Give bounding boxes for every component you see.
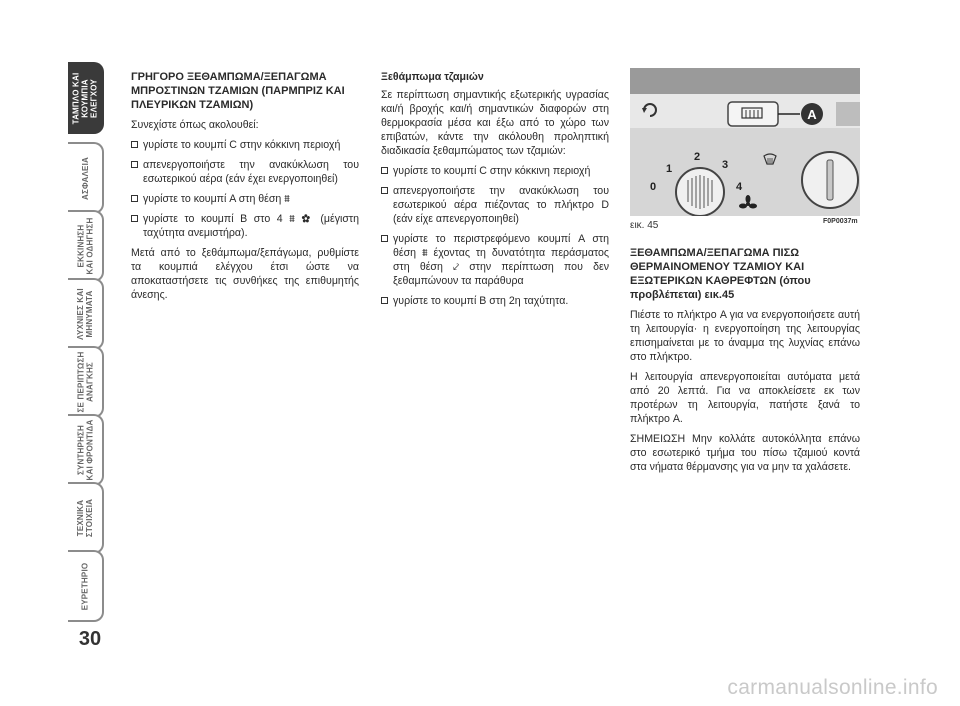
tab-label: ΕΥΡΕΤΗΡΙΟ [80,562,90,610]
tab-label: ΣΥΝΤΗΡΗΣΗ ΚΑΙ ΦΡΟΝΤΙΔΑ [76,419,95,481]
body-paragraph: Μετά από το ξεθάμπωμα/ξεπάγωμα, ρυθμίστε τα κουμπιά ελέγχου έτσι ώστε να αποκαταστήσετε τις συνθήκες της επιθυμητής άνεσης. [131,247,359,301]
list-item: γυρίστε το περιστρεφόμενο κουμπί A στη θέση ⩩ έχοντας τη δυνατότητα περάσματος στη θέση ⤦ στην περίπτωση που δεν ξεθαμπώνουν τα παράθυρα [381,232,609,288]
tab-dashboard-controls[interactable] [68,62,104,134]
body-paragraph: Η λειτουργία απενεργοποιείται αυτόματα μετά από 20 λεπτά. Για να αποκλείσετε εκ των προτέρων τη λειτουργία, πατήστε ξανά το πλήκτρο A. [630,371,860,425]
section-tabs [68,62,108,622]
tab-warning-lights[interactable] [68,278,104,350]
tab-maintenance[interactable] [68,414,104,486]
tab-label: ΣΕ ΠΕΡΙΠΤΩΣΗ ΑΝΑΓΚΗΣ [76,351,95,413]
marker-label: A [807,107,817,122]
intro-text: Συνεχίστε όπως ακολουθεί: [131,119,259,131]
tab-label: ΛΥΧΝΙΕΣ ΚΑΙ ΜΗΝΥΜΑΤΑ [76,288,94,340]
page-number: 30 [78,628,102,650]
figure-caption: εικ. 45 [630,220,659,231]
column-window-demisting [381,70,609,314]
tab-index[interactable] [68,550,104,622]
tab-label: ΕΚΚΙΝΗΣΗ ΚΑΙ ΟΔΗΓΗΣΗ [76,217,94,275]
list-item: γυρίστε το κουμπί C στην κόκκινη περιοχή [381,164,609,178]
air-distribution-knob [802,152,858,208]
list-item: γυρίστε το κουμπί A στη θέση ⩩ [131,192,359,206]
tab-label: ΑΣΦΑΛΕΙΑ [80,156,90,200]
tab-safety[interactable] [68,142,104,214]
fan-speed-knob [676,168,724,216]
list-item: απενεργοποιήστε την ανακύκλωση του εσωτερικού αέρα (εάν έχει ενεργοποιηθεί) [131,158,359,186]
list-item: γυρίστε το κουμπί B στο 4 ⩩ ✿ (μέγιστη ταχύτητα ανεμιστήρα). [131,212,359,240]
column-fast-defrost [131,70,359,308]
note-paragraph: ΣΗΜΕΙΩΣΗ Μην κολλάτε αυτοκόλλητα επάνω στο εσωτερικό τμήμα του πίσω τζαμιού κοντά στα νήματα θέρμανσης για να μην τα χαλάσετε. [630,433,860,473]
tab-starting-driving[interactable] [68,210,104,282]
column-rear-defrost [630,246,860,480]
watermark: carmanualsonline.info [727,676,938,699]
tab-label: ΤΑΜΠΛΟ ΚΑΙ ΚΟΥΜΠΙΑ ΕΛΕΓΧΟΥ [71,72,99,124]
climate-panel-illustration [630,68,860,216]
section-heading: ΓΡΗΓΟΡΟ ΞΕΘΑΜΠΩΜΑ/ΞΕΠΑΓΩΜΑ ΜΠΡΟΣΤΙΝΩΝ ΤΖΑΜΙΩΝ (ΠΑΡΜΠΡΙΖ ΚΑΙ ΠΛΕΥΡΙΚΩΝ ΤΖΑΜΙΩΝ) [131,71,345,111]
figure-code: F0P0037m [823,218,858,225]
panel-bezel [836,102,860,126]
scale-label: 4 [736,181,743,193]
body-paragraph: Σε περίπτωση σημαντικής εξωτερικής υγρασίας και/ή βροχής και/ή σημαντικών διαφορών στη θερμοκρασία μέσα και έξω από το χώρο των επιβατών, κάντε την ακόλουθη προληπτική διαδικασία ξεθαμπώματος των τζαμιών: [381,89,609,157]
subheading: Ξεθάμπωμα τζαμιών [381,71,484,83]
scale-label: 3 [722,159,729,171]
list-item: γυρίστε το κουμπί C στην κόκκινη περιοχή [131,138,359,152]
scale-label: 0 [650,181,657,193]
scale-label: 2 [694,151,701,163]
tab-emergency[interactable] [68,346,104,418]
list-item: γυρίστε το κουμπί B στη 2η ταχύτητα. [381,294,609,308]
climate-control-figure [630,68,860,216]
list-item: απενεργοποιήστε την ανακύκλωση του εσωτερικού αέρα πιέζοντας το πλήκτρο D (εάν είχε απενεργοποιηθεί) [381,184,609,226]
section-heading: ΞΕΘΑΜΠΩΜΑ/ΞΕΠΑΓΩΜΑ ΠΙΣΩ ΘΕΡΜΑΙΝΟΜΕΝΟΥ ΤΖΑΜΙΟΥ ΚΑΙ ΕΞΩΤΕΡΙΚΩΝ ΚΑΘΡΕΦΤΩΝ (όπου προβλέπεται) εικ.45 [630,247,811,301]
tab-technical-data[interactable] [68,482,104,554]
scale-label: 1 [666,163,673,175]
body-paragraph: Πιέστε το πλήκτρο A για να ενεργοποιήσετε αυτή τη λειτουργία· η ενεργοποίηση της λειτουργίας επισημαίνεται με το άναμμα της λυχνίας επάνω στο πλήκτρο. [630,309,860,363]
tab-label: ΤΕΧΝΙΚΑ ΣΤΟΙΧΕΙΑ [76,498,95,538]
rear-defrost-button [728,102,778,126]
